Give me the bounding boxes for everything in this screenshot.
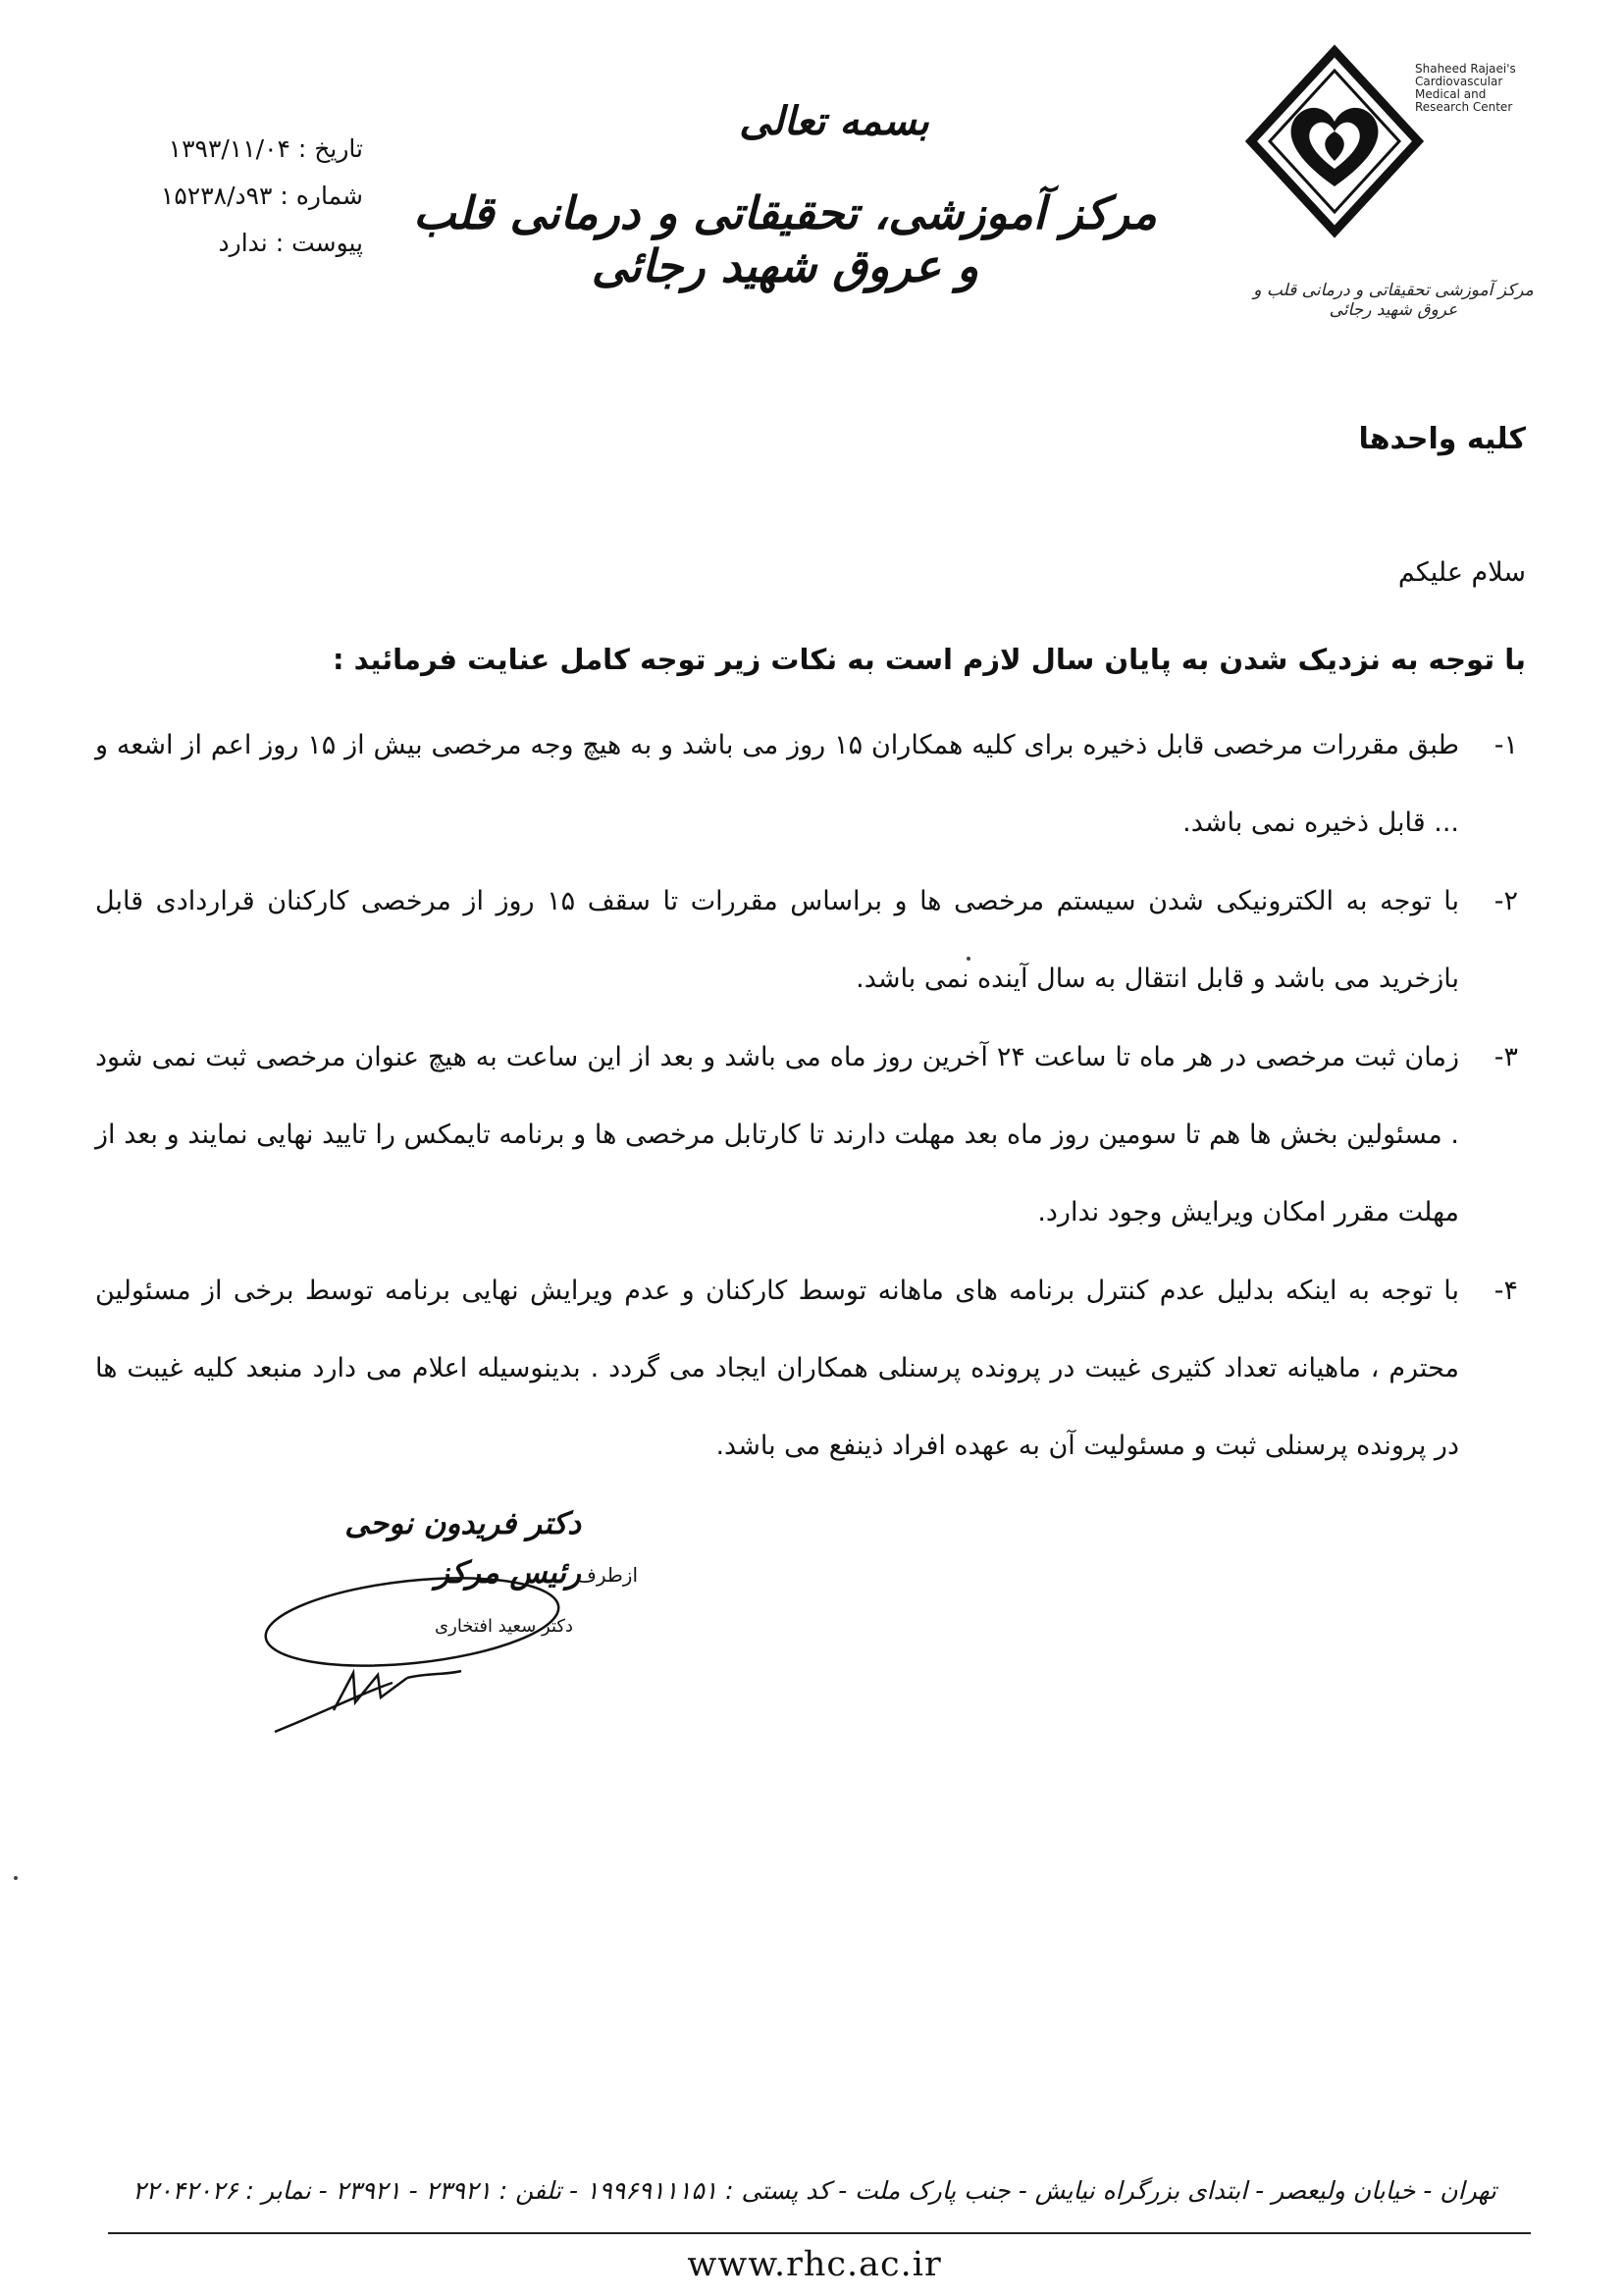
item-text: زمان ثبت مرخصی در هر ماه تا ساعت ۲۴ آخرین روز ماه می باشد و بعد از این ساعت به هیچ عنوان مرخصی ثبت نمی شود . مسئولین بخش ها هم تا سومین روز ماه بعد مهلت دارند تا کارتابل مرخصی ها و برنامه تایمکس را تایید نهایی نمایند و بعد از مهلت مقرر امکان ویرایش وجود ندارد. [95, 1042, 1459, 1227]
letter-attachment: پیوست : ندارد [218, 229, 363, 257]
list-item [95, 1252, 1518, 1485]
recipient: کلیه واحدها [1358, 422, 1526, 456]
list-item [95, 862, 1518, 1018]
footer-address: تهران - خیابان ولیعصر - ابتدای بزرگراه نیایش - جنب پارک ملت - کد پستی : ۱۹۹۶۹۱۱۱۵۱ - تلفن : ۲۳۹۲۱ - ۲۳۹۲۱ - نمابر : ۲۲۰۴۲۰۲۶ [132, 2176, 1496, 2205]
letter-date: تاریخ : ۱۳۹۳/۱۱/۰۴ [168, 134, 363, 163]
signature-block [245, 1506, 638, 1742]
item-number: ۳- [1493, 1042, 1518, 1072]
item-number: ۴- [1493, 1276, 1518, 1306]
item-number: ۱- [1493, 730, 1518, 760]
item-text: با توجه به اینکه بدلیل عدم کنترل برنامه های ماهانه توسط کارکنان و عدم ویرایش نهایی برنامه توسط برخی از مسئولین محترم ، ماهیانه تعداد کثیری غیبت در پرونده پرسنلی همکاران ایجاد می گردد . بدینوسیله اعلام می دارد منبعد کلیه غیبت ها در پرونده پرسنلی ثبت و مسئولیت آن به عهده افراد ذینفع می باشد. [95, 1276, 1459, 1461]
center-logo [1236, 22, 1550, 320]
on-behalf-label: ازطرف [576, 1563, 638, 1587]
letter-number: شماره : ۹۳د/۱۵۲۳۸ [160, 182, 363, 210]
greeting: سلام علیکم [1397, 557, 1526, 588]
footer-divider [108, 2232, 1531, 2234]
bismillah-heading: بسمه تعالی [739, 98, 929, 144]
scan-speck [967, 957, 970, 961]
signer-name: دکتر فریدون نوحی [344, 1506, 581, 1541]
item-text: با توجه به الکترونیکی شدن سیستم مرخصی ها و براساس مقررات تا سقف ۱۵ روز از مرخصی کارکنان قراردادی قابل بازخرید می باشد و قابل انتقال به سال آینده نمی باشد. [95, 886, 1459, 994]
letter-meta [88, 126, 363, 267]
item-text: طبق مقررات مرخصی قابل ذخیره برای کلیه همکاران ۱۵ روز می باشد و به هیچ وجه مرخصی بیش از ۱۵ روز اعم از اشعه و ... قابل ذخیره نمی باشد. [95, 730, 1459, 838]
logo-english-text: Shaheed Rajaei's Cardiovascular Medical and Research Center [1415, 62, 1516, 114]
scan-speck [14, 1876, 18, 1880]
list-item [95, 1018, 1518, 1251]
signed-by-name: دکتر سعید افتخاری [435, 1616, 573, 1637]
item-number: ۲- [1493, 886, 1518, 916]
intro-paragraph: با توجه به نزدیک شدن به پایان سال لازم است به نکات زیر توجه کامل عنایت فرمائید : [332, 643, 1526, 676]
website-link[interactable]: www.rhc.ac.ir [687, 2245, 942, 2284]
signer-title: رئیس مرکز [435, 1555, 581, 1591]
list-item [95, 706, 1518, 861]
logo-persian-text: مرکز آموزشی تحقیقاتی و درمانی قلب و عروق شهید رجائی [1253, 281, 1534, 320]
center-name-heading: مرکز آموزشی، تحقیقاتی و درمانی قلب و عروق شهید رجائی [413, 186, 1157, 292]
